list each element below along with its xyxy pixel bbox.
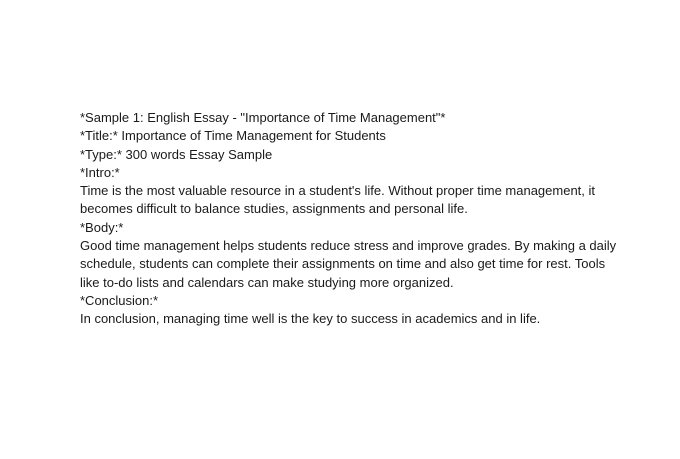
conclusion-paragraph: In conclusion, managing time well is the key to success in academics and in life. xyxy=(80,311,541,327)
body-label: *Body:* xyxy=(80,219,124,235)
conclusion-label: *Conclusion:* xyxy=(80,292,159,308)
type-line: *Type:* 300 words Essay Sample xyxy=(80,146,273,162)
essay-heading: *Sample 1: English Essay - "Importance of Time Management"* xyxy=(80,110,446,125)
intro-label: *Intro:* xyxy=(80,164,120,180)
body-paragraph: Good time management helps students reduce stress and improve grades. By making a daily schedule, students can complete their assignments on time and also get time for rest. Tools like to-do lists and calendars can make studying more organized. xyxy=(80,238,617,290)
intro-paragraph: Time is the most valuable resource in a student's life. Without proper time management, it becomes difficult to balance studies, assignments and personal life. xyxy=(80,183,596,217)
title-line: *Title:* Importance of Time Management for Students xyxy=(80,128,386,144)
essay-text-block xyxy=(80,109,620,329)
